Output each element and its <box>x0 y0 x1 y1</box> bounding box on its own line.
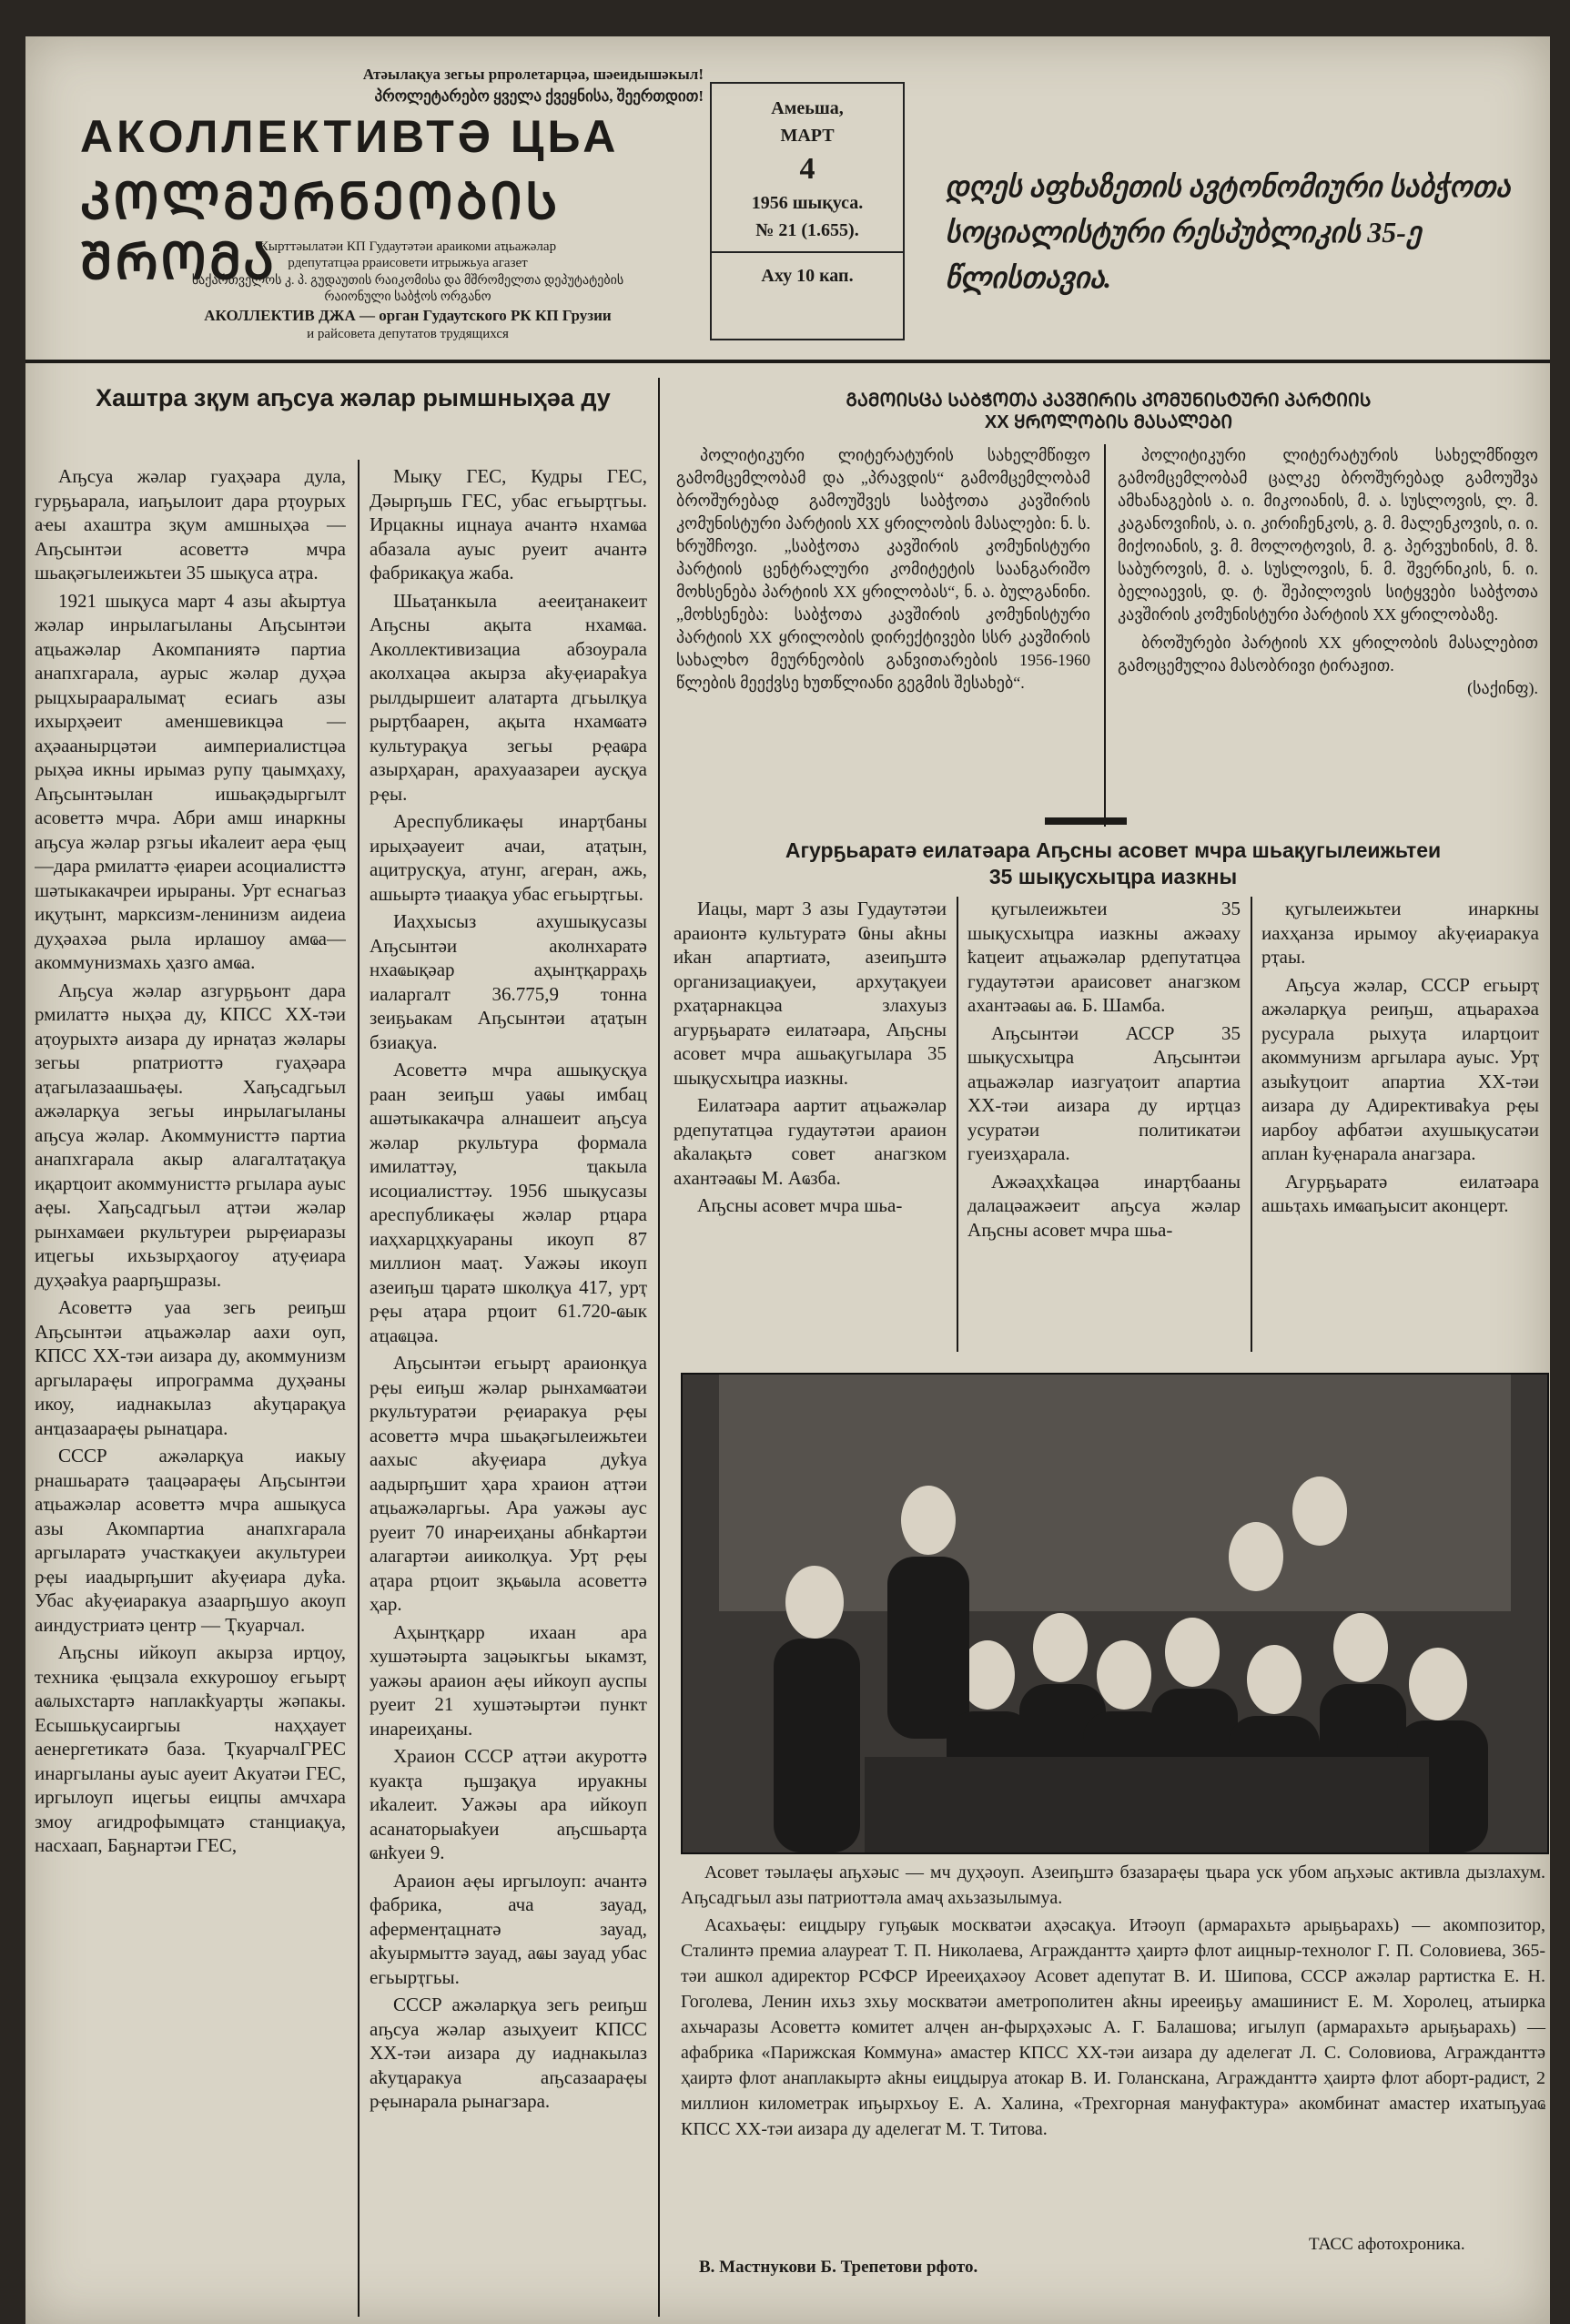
left-article-col2-paragraph: Аҳынҭқарр ихаан ара хушәтәырта зацәыкгьы ыкамзт, уажәы араион аҿы ийкоуп ауспы руеит 21 хушәтәыртәи пункт инареиҳаны. <box>370 1620 647 1740</box>
left-article-col2-paragraph: СССР ажәларқуа зегь реиҧш аҧсуа жәлар азыҳуеит КПСС ХХ-тәи аизара ду иаднакылаз аҟуҵаракуа аҧсазаараҿы рҿынарала рынагзара. <box>370 1994 647 2112</box>
party-materials-column-2 <box>1118 444 1538 827</box>
party-materials-column-1: პოლიტიკური ლიტერატურის სახელმწიფო გამომცემლობამ და „პრავდის“ გამომცემლობამ ბროშურებად გამოუშვეს საბჭოთა კავშირის კომუნისტური პარტიის XX ყრილობის მასალები: ნ. ს. ხრუშჩოვი. „საბჭოთა კავშირის კომუნისტური პარტიის ცენტრალური კომიტეტის საანგარიშო მოხსენება პარტიის XX ყრილობას“, ნ. ა. ბულგანინი. „მოხსენება: საბჭოთა კავშირის კომუნისტური პარტიის XX ყრილობის დირექტივები სსრ კავშირის სახალხო მეურნეობის განვითარების 1956-1960 წლების მეექვსე ხუთწლიანი გეგმის შესახებ“. <box>676 446 1090 692</box>
issue-day-name: Амеьша, <box>771 98 844 118</box>
left-article-col2-paragraph: Мықу ГЕС, Кудры ГЕС, Дәырҧшь ГЕС, убас егьырҭгьы. Ирцакны ицнауа ачантә нхамҩа абазала ауыс руеит ачантә фабрикақуа жаба. <box>370 465 647 584</box>
party-materials-title <box>676 390 1541 433</box>
publisher-russian-1: АКОЛЛЕКТИВ ДЖА — орган Гудаутского РК КП Грузии <box>204 307 612 324</box>
ornament-divider <box>1045 817 1127 825</box>
meeting-column-1 <box>674 897 947 1356</box>
meeting-column-3 <box>1261 897 1539 1356</box>
issue-day: 4 <box>799 152 815 186</box>
meeting-col3-paragraph: Агурҕьаратә еилатәара ашьҭахь имҩаҧысит аконцерт. <box>1261 1170 1539 1216</box>
group-photo <box>681 1373 1549 1854</box>
meeting-col2-paragraph: Ажәаҳхҟацәа инарҭбааны далацәажәеит аҧсуа жәлар Аҧсны асовет мчра шьа- <box>967 1170 1241 1241</box>
left-article-col1-paragraph: СССР ажәларқуа иакыу рнашьаратә ҭаацәараҿы Аҧсынтәи аҵьажәлар асоветтә мчра ашықуса азы Акомпартиа анапхгарала аргыларатә участкақуеи акультуреи рҿы иаадырҧшит аҟуҿиара дуҟа. Убас аҟуҿиаракуа азаарҧшуо акоуп аиндустриатә центр — Ҭкуарчал. <box>35 1445 346 1636</box>
motto-georgian: პროლეტარებო ყველა ქვეყნისა, შეერთდით! <box>374 87 704 105</box>
newspaper-page <box>25 36 1550 2324</box>
motto-abkhaz: Атәылақуа зегьы рпролетарцәа, шәеидышәкыл! <box>362 66 704 83</box>
meeting-col1-paragraph: Аҧсны асовет мчра шьа- <box>697 1194 903 1216</box>
issue-box <box>710 82 905 340</box>
left-article-column-1 <box>35 464 346 2321</box>
photo-credit-agency: ТАСС афотохроника. <box>1309 2235 1465 2254</box>
meeting-col3-paragraph: Аҧсуа жәлар, СССР егьырҭ ажәларқуа реиҧш, аҵьарахәа русурала рыхуҭа иларҵоит акоммунизм аргылара ауыс. Урҭ азыҟуҵоит апартиа ХХ-тәи аизара ду Адирективаҟуа рҿы иарбоу афбатәи ахушықусатәи аплан ҟуҿнарала анагзара. <box>1261 973 1539 1164</box>
left-article-col1-paragraph: 1921 шықуса март 4 азы аҟыртуа жәлар инрылагыланы Аҧсынтәи аҵьажәлар Акомпаниятә партиа анапхгарала, аурыс жәлар дуҳәа рыцхырааралымаҭ есиагь азы ихырҳәеит аменшевикцәа — аҳәаанырцәтәи аимпериалистцәа рыҳәа икны ирымаз рупу ҵаымҳаху, Аҧсынтәылан ишьақәдыргылт асоветтә мчра. Абри амш инаркны аҧсуа жәлар рзгьы иҟалеит аера ҿыц—дара рмилаттә ҿиареи асоциалисттә шәтыкакачреи ирыраны. Урт еснагьаз иқуҭынт, марксизм-ленинизм аидеиа дуҳәахәа рыла ирлашоу амҩа—акоммунизмахь ҳазго амҩа. <box>35 589 346 973</box>
photo-caption-names: Асахьаҿы: еицдыру гуҧҩык москватәи аҳәсақуа. Итәоуп (армарахьтә арыҕьарахь) — акомпозитор, Сталинтә премиа алауреат Т. П. Николаева, Агражданттә ҳаиртә флот аицныр-технолог Г. П. Соловиева, 365-тәи ашкол адиректор РСФСР Ирееиҳахәоу Асовет адепутат В. И. Шипова, СССР ажәлар рартистка Е. Н. Гоголева, Ленин ихьз зхьу москватәи аметрополитен аҟны ирееиҕьу амашинист Е. М. Хоролец, атыирка ахьчаразы Асоветтә комитет алҷен ан-фырҳәхәыс А. Г. Балашова; игылуп (армарахьтә арыҕьарахь) — афабрика «Парижская Коммуна» амастер КПСС ХХ-тәи аизара ду аделегат Л. С. Соловиова, Агражданттә ҳаиртә флот анаплакыртә аҟны еицдыруа атокар В. И. Голанскана, Агражданттә ҳаиртә флот аборт-радист, 2 миллион километрак иҧырхьоу Е. А. Халина, «Трехгорная мануфактура» акомбинат амастер ихатыҧуаҩ КПСС ХХ-тәи аизара ду аделегат М. Т. Титова. <box>681 1915 1545 2139</box>
party-materials-title-line2: XX ᲧᲠᲝᲚᲝᲑᲘᲡ ᲛᲐᲡᲐᲚᲔᲑᲘ <box>984 412 1233 432</box>
column-divider <box>1104 444 1106 827</box>
left-article-col2-paragraph: Иаҳхысыз ахушықусазы Аҧсынтәи аколнхаратә нхаҩықәар аҳынҭқарраҳь иаларгалт 36.775,9 тонна зеиҕьакам Аҧсынтәи аҭаҭын бзиақуа. <box>370 910 647 1053</box>
column-divider <box>658 378 660 2317</box>
left-article-title: Хаштра зқум аҧсуа жәлар рымшныҳәа ду <box>96 384 611 411</box>
left-article-col2-paragraph: Аҧсынтәи егьырҭ араионқуа рҿы еиҧш жәлар рынхамҩатәи ркультуратәи рҿиаракуа рҿы асоветтә мчра шьақәгылеижьтеи аахыс аҟуҿиара дуҟуа аадырҧшит ҳара храион аҭтәи аҵьажәларгьы. Ара уажәы аус руеит 70 инарҽиҳаны абнҟартәи алагартәи аииколқуа. Урҭ рҿы аҭара рҵоит зқьҩыла асоветтә ҳар. <box>370 1352 647 1615</box>
left-article-col1-paragraph: Аҧсны ийкоуп акырза ирҵоу, техника ҿыцзала ехкурошоу егьырҭ аҩлыхстартә наплакҟуарҭы жәпакы. Есышьқусаиргыы наҳҳаует аенергетикатә база. ҬкуарчалГРЕС инаргыланы ауыс ауеит Акуатәи ГЕС, иргылоуп ицегьы еицпы амчхара змоу агидрофымцатә станциақуа, насхаап, Баҕнартәи ГЕС, <box>35 1641 346 1856</box>
meeting-col1-paragraph: Иацы, март 3 азы Гудаутәтәи араионтә культуратә Ҩны аҟны иҟан апартиатә, азеиҧштә организациақуеи, архуҭақуеи рхаҭарнакцәа злахуыз агурҕьаратә еилатәара, Аҧсны асовет мчра ашьақугылара 35 шықусхыҵра иазкны. <box>674 898 947 1089</box>
meeting-column-2 <box>967 897 1241 1356</box>
meeting-title: Агурҕьаратә еилатәара Аҧсны асовет мчра шьақугылеижьтеи 35 шықусхыҵра иазкны <box>785 838 1442 888</box>
issue-price: Аху 10 кап. <box>712 251 903 289</box>
newspaper-title-georgian: ᲙᲝᲚᲛᲣᲠᲜᲔᲝᲑᲘᲡ ᲨᲠᲝᲛᲐ <box>80 172 561 289</box>
left-article-column-2 <box>370 464 647 2321</box>
meeting-col1-paragraph: Еилатәара аартит аҵьажәлар рдепутатцәа гудаутәтәи араион аҟалақьтә совет анагзком ахантәаҩы М. Аҩзба. <box>674 1094 947 1189</box>
meeting-col2-paragraph: қугылеижьтеи 35 шықусхыҵра иазкны ажәаху ҟаҵеит аҵьажәлар рдепутатцәа гудаутәтәи араисовет анагзком ахантәаҩы аҩ. Б. Шамба. <box>967 898 1241 1016</box>
left-article-col2-paragraph: Храион СССР аҭтәи акуроттә куакҭа ҧшҙақуа ируакны иҟалеит. Уажәы ара ийкоуп асанаторыаҟуеи аҧсшьарҭа ҩнҟуеи 9. <box>370 1745 647 1863</box>
left-article-col1-paragraph: Асоветтә уаа зегь реиҧш Аҧсынтәи аҵьажәлар аахи оуп, КПСС ХХ-тәи аизара ду, акоммунизм аргылараҿы ипрограмма дуҳәаны икоу, иаднакылаз аҟуҵарақуа анҵазаараҿы рынаҵара. <box>35 1296 346 1439</box>
left-article-col2-paragraph: Асоветтә мчра ашықусқуа раан зеиҧш уаҩы имбац ашәтыкакачра алнашеит аҧсуа жәлар ркультура формала имилаттәу, ҵакыла исоциалисттәу. 1956 шықусазы ареспубликаҿы жәлар рҵара иаҳхарцҳкуараны икоуп 87 миллион мааҭ. Уажәы икоуп азеиҧш ҵаратә школқуа 417, урҭ рҿы аҭара рҵоит 61.720-ҩык аҵаҩцәа. <box>370 1059 647 1346</box>
group-photo-illustration <box>683 1375 1547 1852</box>
meeting-col3-paragraph: қугылеижьтеи инаркны иахҳанза ирымоу аҟуҿиаракуа рҭаы. <box>1261 898 1539 968</box>
anniversary-headline: დღეს აფხაზეთის ავტონომიური საბჭოთა სოციალისტური რესპუბლიკის 35-ე წლისთავია. <box>945 170 1510 294</box>
party-materials-title-line1: ᲒᲐᲛᲝᲘᲡᲪᲐ ᲡᲐᲑᲭᲝᲗᲐ ᲙᲐᲕᲨᲘᲠᲘᲡ ᲙᲝᲛᲣᲜᲘᲡᲢᲣᲠᲘ ᲞᲐᲠᲢᲘᲘᲡ <box>846 391 1372 411</box>
photo-caption-lead: Асовет тәылаҿы аҧхәыс — мч дуҳәоуп. Азеиҧштә бзазараҿы ҵьара уск убом аҧхәыс активла дызлахум. Аҧсадгьыл азы патриоттәла амаҷ ахьзазылымуа. <box>681 1862 1545 1908</box>
publisher-abkhaz-1: Ҟырттәылатәи КП Гудаутәтәи араикоми аҵьажәлар <box>258 239 557 254</box>
publisher-abkhaz-2: рдепутатцәа рраисовети итрыжьуа агазет <box>288 256 528 270</box>
issue-number: № 21 (1.655). <box>755 220 859 240</box>
meeting-col2-paragraph: Аҧсынтәи АССР 35 шықусхыҵра Аҧсынтәи аҵьажәлар иазгуаҭоит апартиа ХХ-тәи аизара ду ирҭцаз усуратәи политикатәи гуеизҳарала. <box>967 1021 1241 1164</box>
column-divider <box>957 897 958 1352</box>
issue-year: 1956 шықуса. <box>751 193 864 213</box>
column-divider <box>1251 897 1252 1352</box>
publisher-georgian-2: რაიონული საბჭოს ორგანო <box>324 290 491 304</box>
party-materials-col2-end: ბროშურები პარტიის XX ყრილობის მასალებით გამოცემულია მასობრივი ტირაჟით. <box>1118 634 1538 675</box>
party-materials-source: (საქინფ). <box>1467 679 1538 697</box>
left-article-col1-paragraph: Аҧсуа жәлар гуаҳәара дула, гурҕьарала, иаҧылоит дара рҭоурых аҽы ахаштра зқум амшныҳәа — Аҧсынтәи асоветтә мчра шьақәгылеижьтеи 35 шықуса аҭра. <box>35 465 346 584</box>
left-article-col2-paragraph: Шьаҭанкыла аҽеиҭанакеит Аҧсны ақыта нхамҩа. Аколлективизациа абзоурала аколхацәа акырза аҟуҿиараҟуа рылдыршеит алатарта дгьылқуа рырҭбаарен, ақыта нхамҩатә культурақуа зегьы рҿаҩра азырҳаран, арахуаазареи аусқуа рҿы. <box>370 589 647 805</box>
left-article-col2-paragraph: Ареспубликаҿы инарҭбаны ирыҳәауеит ачаи, аҭаҭын, ацитрусқуа, атунг, агеран, ажь, ашьыртә ҭиаақуа убас егьырҭгьы. <box>370 810 647 905</box>
motto <box>194 64 704 107</box>
issue-month: МАРТ <box>780 126 835 146</box>
party-materials-col2-text: პოლიტიკური ლიტერატურის სახელმწიფო გამომცემლობამ ცალკე ბროშურებად გამოუშვა ამხანაგების ა. ი. მიკოიანის, მ. ა. სუსლოვის, ლ. მ. კაგანოვიჩის, ა. ი. კირიჩენკოს, გ. მ. მალენკოვის, ი. ი. მიქოიანის, ვ. მ. მოლოტოვის, მ. გ. პერვუხინის, მ. ზ. საბუროვის, მ. ა. სუსლოვის, ნ. მ. შვერნიკის, ნ. ი. ბელიაევის, დ. ტ. შეპილოვის სიტყვები საბჭოთა კავშირის კომუნისტური პარტიის XX ყრილობაზე. <box>1118 446 1538 624</box>
newspaper-title-abkhaz: АКОЛЛЕКТИВТӘ ЦЬА <box>80 111 620 162</box>
photo-credit-authors: В. Мастнукови Б. Трепетови рфото. <box>699 2258 978 2277</box>
publisher-russian-2: и райсовета депутатов трудящихся <box>307 327 509 341</box>
column-divider <box>358 460 360 2317</box>
left-article-col2-paragraph: Араион аҿы иргылоуп: ачантә фабрика, ача зауад, аферменҭацнатә зауад, аҟуырмыттә зауад, аҩы зауад убас егьырҭгьы. <box>370 1869 647 1988</box>
left-article-col1-paragraph: Аҧсуа жәлар азгурҕьонт дара рмилаттә ныҳәа ду, КПСС ХХ-тәи аҭоурыхтә аизара ду ирнаҭаз жәлары зегьы рпатриоттә гуаҳәара аҭагылазаашьаҿы. Хаҧсадгьыл ажәларқуа зегьы инрылагыланы аҧсуа жәлар. Акоммунисттә партиа анапхгарала акыр алагалтаҭақуа иқарҵоит акоммунисттә ргыларa ауыс аҿы. Хаҧсадгьыл аҭтәи жәлар рынхамҩеи ркультуреи рырҿиаразы иҵегьы ихьзырҳаогоу аҭуҿиара дуҳәаҟуа раарҧшразы. <box>35 979 346 1291</box>
publisher-georgian-1: საქართველოს კ. პ. გუდაუთის რაიკომისა და მშრომელთა დეპუტატების <box>191 274 624 288</box>
masthead-rule <box>25 360 1550 363</box>
photo-caption <box>681 1860 1545 2144</box>
